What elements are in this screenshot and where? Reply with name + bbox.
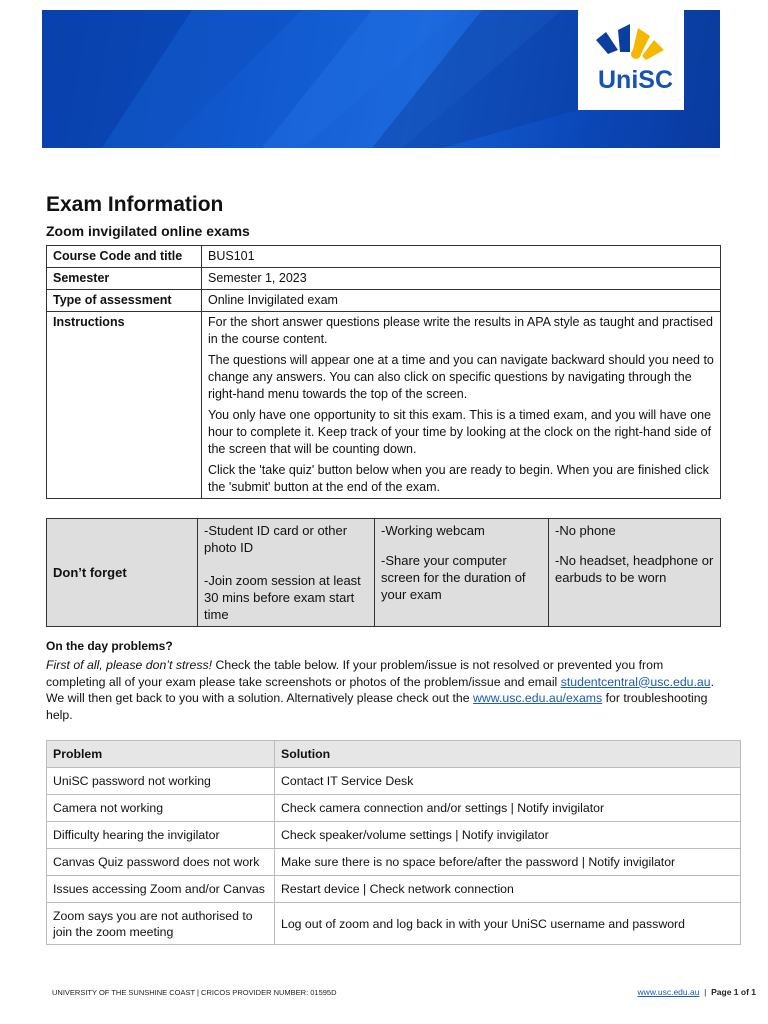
table-row: [47, 876, 741, 903]
problem-cell: Difficulty hearing the invigilator: [47, 822, 275, 849]
unisc-logo-icon: [578, 10, 684, 110]
table-row: [47, 768, 741, 795]
day-problems-title: On the day problems?: [46, 639, 173, 653]
info-key: Semester: [47, 268, 202, 290]
solution-cell: Contact IT Service Desk: [275, 768, 741, 795]
problem-solution-table: [46, 740, 741, 945]
table-row: [47, 849, 741, 876]
footer-right: [638, 987, 756, 997]
footer-page-number: Page 1 of 1: [711, 987, 756, 997]
solution-cell: Restart device | Check network connection: [275, 876, 741, 903]
solution-cell: Log out of zoom and log back in with your UniSC username and password: [275, 903, 741, 945]
forget-item: -No headset, headphone or earbuds to be worn: [555, 553, 714, 585]
forget-item: -Share your computer screen for the duration of your exam: [381, 553, 526, 602]
footer-institution: UNIVERSITY OF THE SUNSHINE COAST | CRICOS PROVIDER NUMBER: 01595D: [52, 988, 337, 997]
info-value: Semester 1, 2023: [202, 268, 721, 290]
instruction-paragraph: The questions will appear one at a time and you can navigate backward should you need to change any answers. You can also click on specific questions by navigating through the right-hand menu towards the top of the screen.: [208, 353, 714, 401]
info-row-instructions: [47, 312, 721, 499]
table-row: [47, 795, 741, 822]
instruction-paragraph: Click the 'take quiz' button below when you are ready to begin. When you are finished click the 'submit' button at the end of the exam.: [208, 463, 709, 494]
page-title: Exam Information: [46, 193, 224, 216]
problem-cell: Canvas Quiz password does not work: [47, 849, 275, 876]
info-row-type: [47, 290, 721, 312]
dont-forget-label: Don’t forget: [47, 519, 198, 627]
forget-item: -Working webcam: [381, 523, 485, 538]
info-row-course: [47, 246, 721, 268]
footer-website-link[interactable]: www.usc.edu.au: [637, 987, 700, 997]
logo-text: UniSC: [598, 66, 673, 94]
column-header: Problem: [47, 741, 275, 768]
day-problems-text: [46, 657, 726, 723]
text-segment: for troubleshooting help.: [46, 691, 708, 722]
forget-column: [549, 519, 721, 627]
table-row: [47, 903, 741, 945]
problem-cell: Issues accessing Zoom and/or Canvas: [47, 876, 275, 903]
instruction-paragraph: For the short answer questions please write the results in APA style as taught and practised in the course content.: [208, 315, 713, 346]
solution-cell: Check speaker/volume settings | Notify invigilator: [275, 822, 741, 849]
intro-italic: First of all, please don’t stress!: [46, 658, 213, 672]
forget-column: [198, 519, 375, 627]
footer-separator: |: [699, 987, 712, 997]
page-subtitle: Zoom invigilated online exams: [46, 223, 250, 239]
info-value: Online Invigilated exam: [202, 290, 721, 312]
info-row-semester: [47, 268, 721, 290]
info-key: Instructions: [47, 312, 202, 499]
email-link[interactable]: studentcentral@usc.edu.au: [560, 674, 711, 689]
info-value: BUS101: [202, 246, 721, 268]
instructions-cell: [202, 312, 721, 499]
table-header-row: [47, 741, 741, 768]
exam-info-table: [46, 245, 721, 499]
solution-cell: Check camera connection and/or settings | Notify invigilator: [275, 795, 741, 822]
info-key: Type of assessment: [47, 290, 202, 312]
forget-item: -No phone: [555, 523, 616, 538]
text-segment: . We will then get back to you with a solution. Alternatively please check out the: [46, 674, 715, 705]
column-header: Solution: [275, 741, 741, 768]
forget-column: [375, 519, 549, 627]
logo-box: [578, 10, 684, 110]
problem-cell: UniSC password not working: [47, 768, 275, 795]
forget-item: -Join zoom session at least 30 mins before exam start time: [204, 573, 361, 622]
dont-forget-table: [46, 518, 721, 627]
problem-cell: Zoom says you are not authorised to join the zoom meeting: [47, 903, 275, 945]
table-row: [47, 822, 741, 849]
forget-item: -Student ID card or other photo ID: [204, 523, 348, 555]
problem-cell: Camera not working: [47, 795, 275, 822]
instruction-paragraph: You only have one opportunity to sit this exam. This is a timed exam, and you will have one hour to complete it. Keep track of your time by looking at the clock on the right-hand side of the screen that will be counting down.: [208, 408, 712, 456]
info-key: Course Code and title: [47, 246, 202, 268]
solution-cell: Make sure there is no space before/after the password | Notify invigilator: [275, 849, 741, 876]
exams-link[interactable]: www.usc.edu.au/exams: [473, 691, 603, 705]
text-segment: Check the table below. If your problem/issue is not resolved or prevented you from completing all of your exam please take screenshots or photos of the problem/issue and email: [46, 658, 664, 689]
